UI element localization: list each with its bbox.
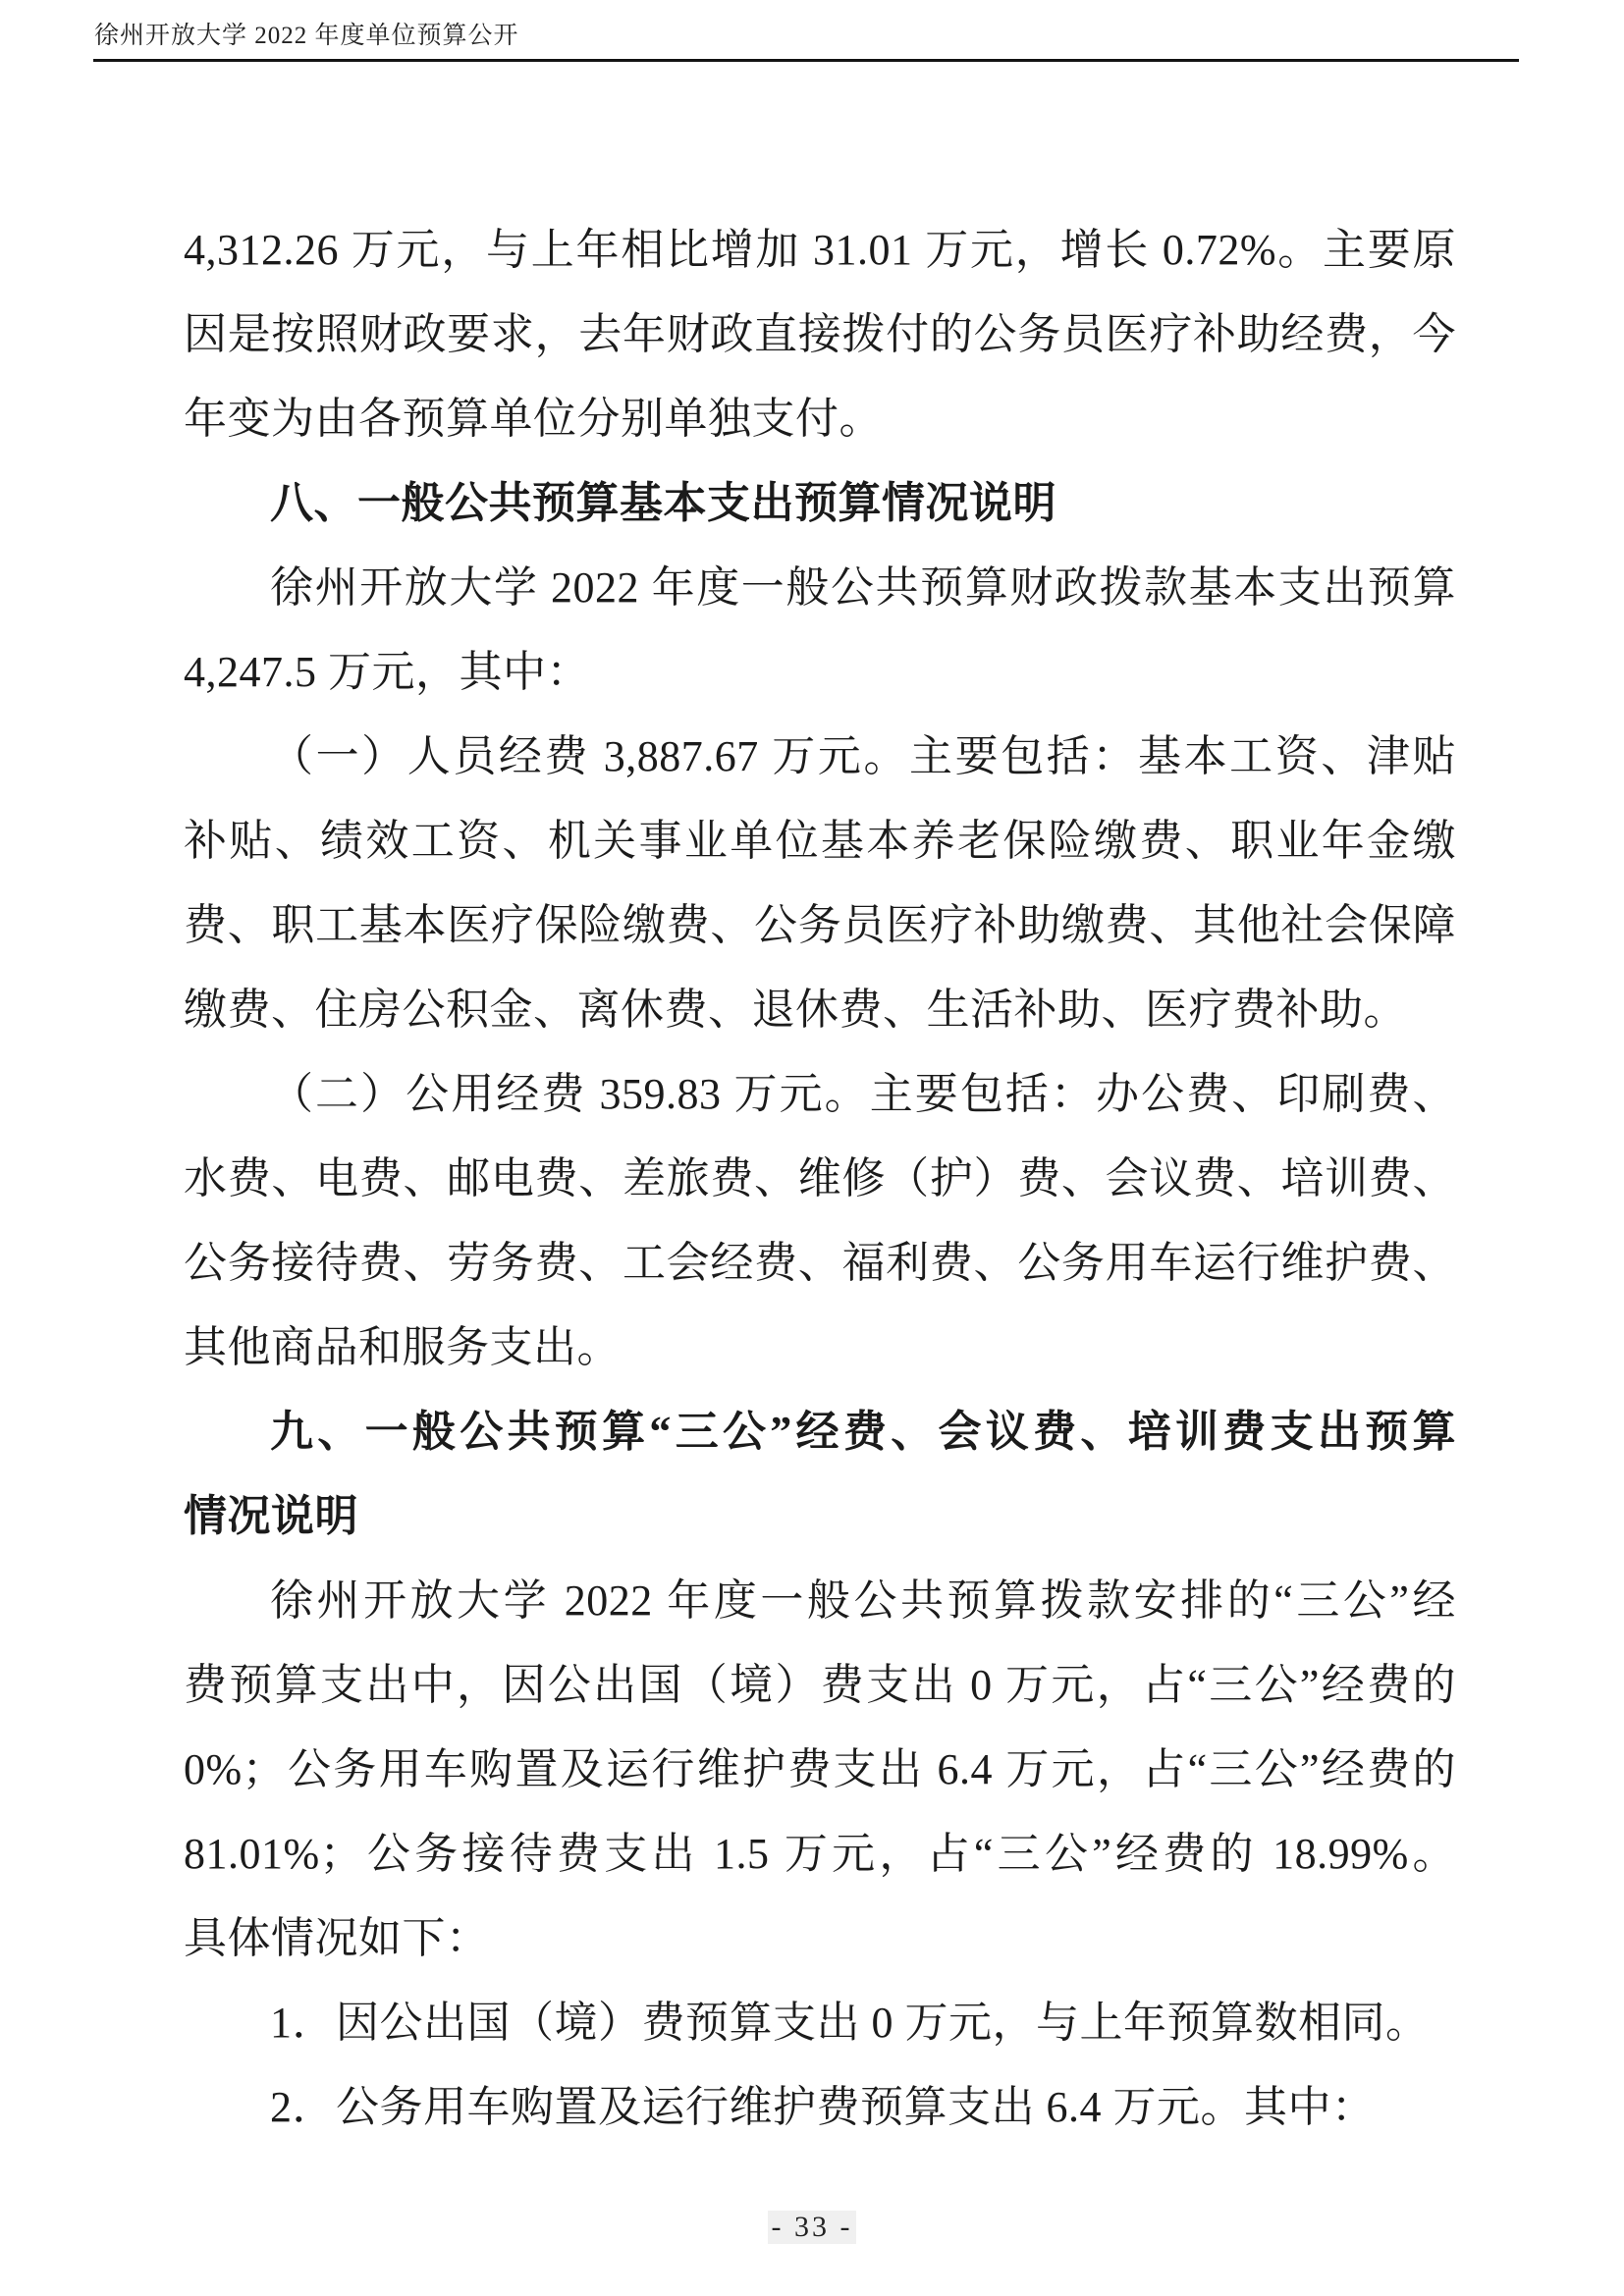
body-text-line: 补贴、绩效工资、机关事业单位基本养老保险缴费、职业年金缴 <box>184 817 1456 865</box>
section-heading-line: 情况说明 <box>184 1492 358 1540</box>
body-text-line: 4,247.5 万元，其中： <box>184 648 590 696</box>
body-text-line: 2．公务用车购置及运行维护费预算支出 6.4 万元。其中： <box>270 2083 1376 2131</box>
header-title: 徐州开放大学 2022 年度单位预算公开 <box>94 23 519 49</box>
body-text-line: 0%；公务用车购置及运行维护费支出 6.4 万元，占“三公”经费的 <box>184 1745 1456 1793</box>
section-heading-line: 八、一般公共预算基本支出预算情况说明 <box>270 479 1056 527</box>
document-body <box>184 208 1456 2150</box>
body-text-line: 费预算支出中，因公出国（境）费支出 0 万元，占“三公”经费的 <box>184 1661 1456 1709</box>
body-text-line: 81.01%；公务接待费支出 1.5 万元，占“三公”经费的 18.99%。 <box>184 1830 1456 1878</box>
body-text-line: 年变为由各预算单位分别单独支付。 <box>184 395 883 443</box>
body-text-line: 缴费、住房公积金、离休费、退休费、生活补助、医疗费补助。 <box>184 986 1407 1034</box>
page-footer <box>0 2211 1624 2244</box>
body-text-line: 具体情况如下： <box>184 1914 490 1962</box>
body-text-line: 因是按照财政要求，去年财政直接拨付的公务员医疗补助经费，今 <box>184 310 1456 358</box>
body-text-line: 费、职工基本医疗保险缴费、公务员医疗补助缴费、其他社会保障 <box>184 901 1456 949</box>
body-text-line: （二）公用经费 359.83 万元。主要包括：办公费、印刷费、 <box>270 1070 1456 1118</box>
page-number: - 33 - <box>768 2211 857 2244</box>
body-text-line: 徐州开放大学 2022 年度一般公共预算财政拨款基本支出预算 <box>270 563 1456 612</box>
body-text-line: 徐州开放大学 2022 年度一般公共预算拨款安排的“三公”经 <box>270 1576 1456 1625</box>
body-text-line: 其他商品和服务支出。 <box>184 1323 621 1371</box>
body-text-line: 1．因公出国（境）费预算支出 0 万元，与上年预算数相同。 <box>270 1999 1430 2047</box>
body-text-line: 水费、电费、邮电费、差旅费、维修（护）费、会议费、培训费、 <box>184 1154 1456 1202</box>
body-text-line: （一）人员经费 3,887.67 万元。主要包括：基本工资、津贴 <box>270 732 1456 780</box>
header-rule <box>93 59 1519 62</box>
body-text-line: 4,312.26 万元，与上年相比增加 31.01 万元，增长 0.72%。主要原 <box>184 226 1456 274</box>
body-text-line: 公务接待费、劳务费、工会经费、福利费、公务用车运行维护费、 <box>184 1239 1456 1287</box>
section-heading-line: 九、一般公共预算“三公”经费、会议费、培训费支出预算 <box>270 1408 1456 1456</box>
